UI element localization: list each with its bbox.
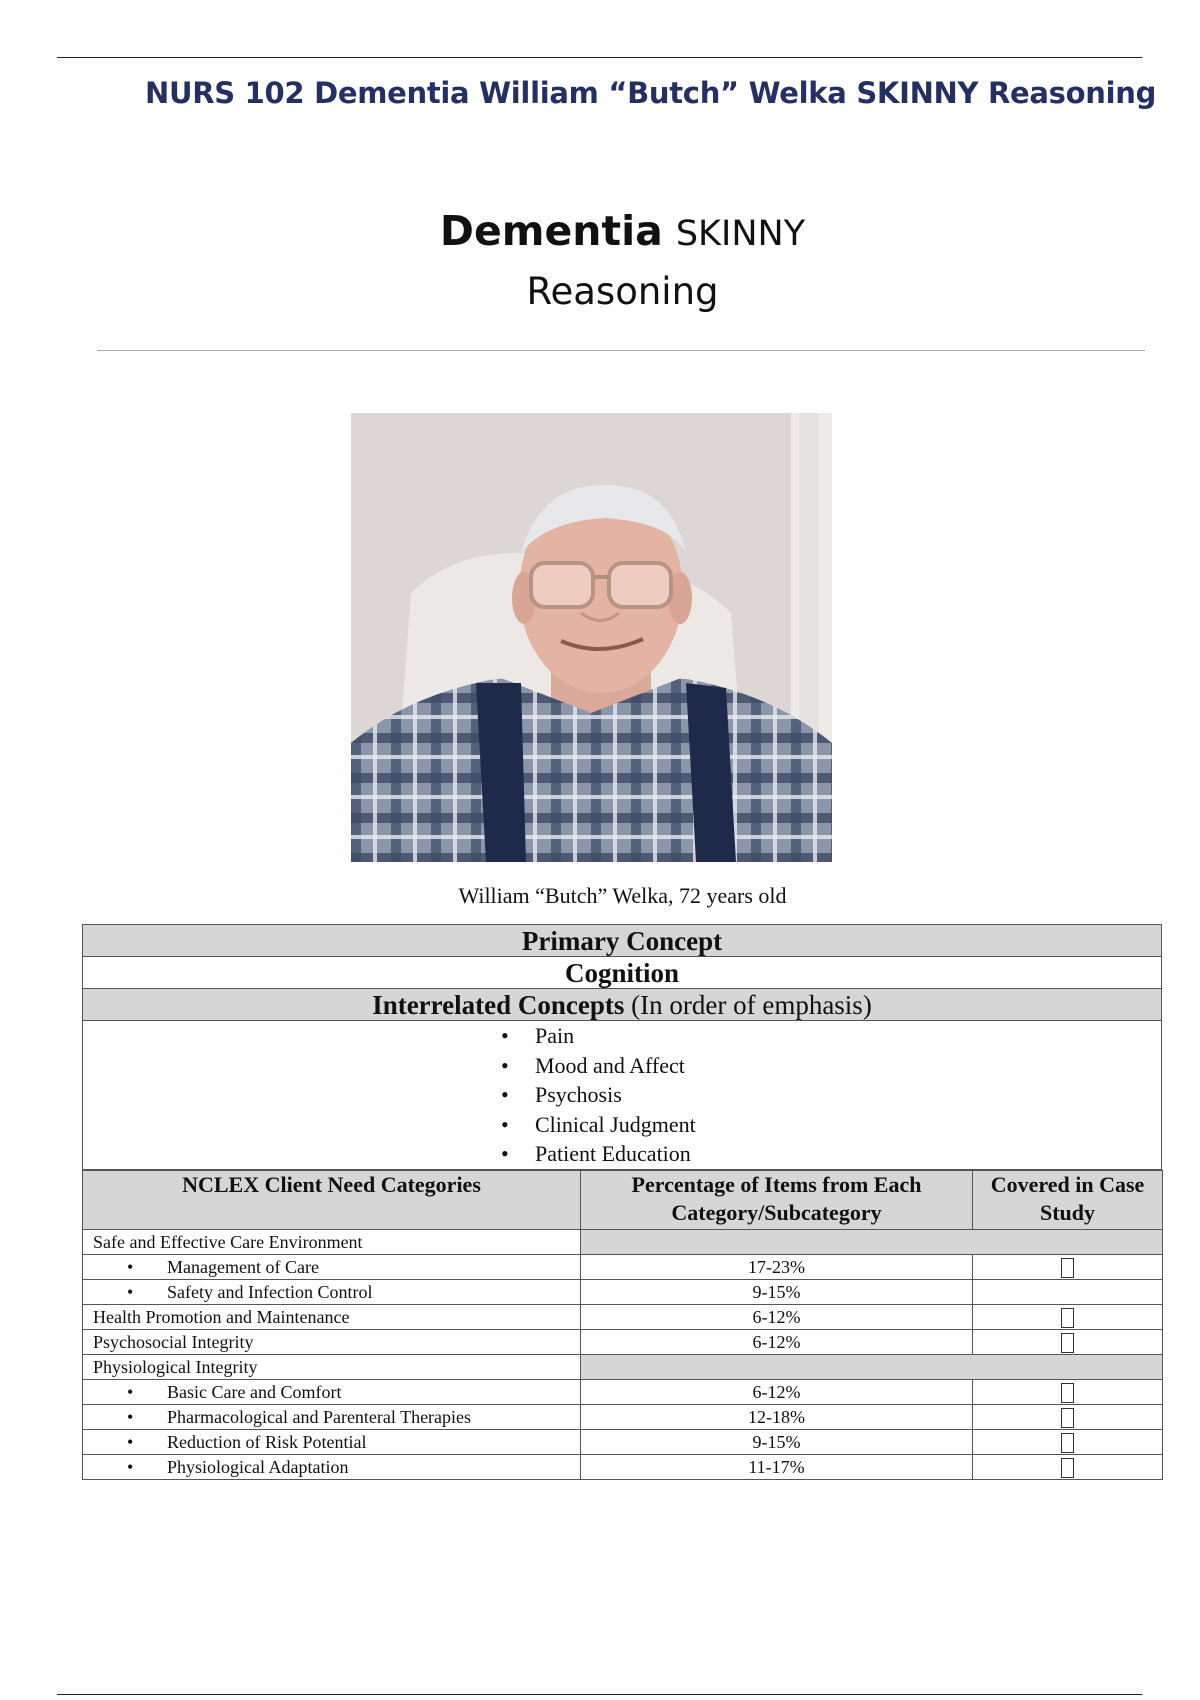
- table-row: [83, 1355, 1163, 1380]
- covered-cell: [973, 1380, 1163, 1405]
- bullet-icon: •: [127, 1257, 134, 1277]
- divider: [97, 350, 1145, 351]
- table-row: [83, 1330, 1163, 1355]
- checkbox-icon[interactable]: [1061, 1458, 1074, 1478]
- percentage-cell: 17-23%: [581, 1255, 973, 1280]
- category-cell: [83, 1430, 581, 1455]
- concepts-table: [82, 924, 1162, 1170]
- table-row: [83, 1280, 1163, 1305]
- percentage-cell: 11-17%: [581, 1455, 973, 1480]
- document-header: NURS 102 Dementia William “Butch” Welka SKINNY Reasoning: [145, 76, 1157, 110]
- percentage-cell: [581, 1355, 1163, 1380]
- checkbox-icon[interactable]: [1061, 1258, 1074, 1278]
- nclex-covered-header: Covered in Case Study: [973, 1171, 1163, 1230]
- primary-concept-label: Primary Concept: [83, 925, 1162, 957]
- category-label: Pharmacological and Parenteral Therapies: [167, 1407, 472, 1427]
- bullet-icon: •: [127, 1432, 134, 1452]
- percentage-cell: 9-15%: [581, 1280, 973, 1305]
- covered-cell: [973, 1330, 1163, 1355]
- category-cell: Safe and Effective Care Environment: [83, 1230, 581, 1255]
- top-rule: [57, 57, 1142, 58]
- category-cell: [83, 1455, 581, 1480]
- category-cell: [83, 1255, 581, 1280]
- covered-cell: [973, 1430, 1163, 1455]
- title-line-1: [0, 202, 1200, 263]
- category-cell: [83, 1380, 581, 1405]
- percentage-cell: 6-12%: [581, 1330, 973, 1355]
- nclex-category-header: NCLEX Client Need Categories: [83, 1171, 581, 1230]
- covered-cell: [973, 1305, 1163, 1330]
- category-cell: [83, 1280, 581, 1305]
- bullet-icon: •: [127, 1407, 134, 1427]
- percentage-cell: 6-12%: [581, 1380, 973, 1405]
- covered-cell: [973, 1405, 1163, 1430]
- table-row: [83, 1305, 1163, 1330]
- percentage-cell: [581, 1230, 1163, 1255]
- nclex-body: [83, 1230, 1163, 1480]
- interrelated-concepts-header: [83, 989, 1162, 1021]
- percentage-cell: 6-12%: [581, 1305, 973, 1330]
- checkbox-icon[interactable]: [1061, 1383, 1074, 1403]
- nclex-table: [82, 1170, 1163, 1480]
- bullet-icon: •: [127, 1282, 134, 1302]
- title-suffix: SKINNY: [675, 214, 806, 254]
- interrelated-concepts-header-row: [83, 989, 1162, 1021]
- table-row: [83, 1230, 1163, 1255]
- table-row: [83, 1405, 1163, 1430]
- interrelated-concepts-list: [497, 1021, 747, 1169]
- interrelated-concepts-list-row: [83, 1021, 1162, 1170]
- primary-concept-value-row: [83, 957, 1162, 989]
- list-item: • Psychosis: [497, 1080, 747, 1110]
- category-label: Physiological Adaptation: [167, 1457, 349, 1477]
- list-item: • Clinical Judgment: [497, 1110, 747, 1140]
- bullet-icon: •: [127, 1457, 134, 1477]
- bottom-rule: [57, 1694, 1142, 1695]
- table-row: [83, 1430, 1163, 1455]
- checkbox-icon[interactable]: [1061, 1433, 1074, 1453]
- covered-cell: [973, 1280, 1163, 1305]
- percentage-cell: 12-18%: [581, 1405, 973, 1430]
- bullet-icon: •: [127, 1382, 134, 1402]
- interrelated-concepts-note: (In order of emphasis): [631, 989, 872, 1020]
- category-label: Basic Care and Comfort: [167, 1382, 342, 1402]
- covered-cell: [973, 1255, 1163, 1280]
- checkbox-icon[interactable]: [1061, 1308, 1074, 1328]
- title-line-2: Reasoning: [526, 270, 719, 313]
- table-row: [83, 1255, 1163, 1280]
- list-item: • Patient Education: [497, 1139, 747, 1169]
- category-cell: Physiological Integrity: [83, 1355, 581, 1380]
- covered-cell: [973, 1455, 1163, 1480]
- table-row: [83, 1380, 1163, 1405]
- category-label: Reduction of Risk Potential: [167, 1432, 367, 1452]
- nclex-header-row: [83, 1171, 1163, 1230]
- category-cell: Psychosocial Integrity: [83, 1330, 581, 1355]
- checkbox-icon[interactable]: [1061, 1333, 1074, 1353]
- title-main: Dementia: [439, 207, 663, 255]
- category-cell: [83, 1405, 581, 1430]
- primary-concept-header-row: [83, 925, 1162, 957]
- interrelated-concepts-label: Interrelated Concepts: [372, 989, 625, 1020]
- photo-caption: William “Butch” Welka, 72 years old: [458, 883, 787, 908]
- checkbox-icon[interactable]: [1061, 1408, 1074, 1428]
- patient-photo-icon: [351, 413, 832, 862]
- page-title: [0, 202, 1200, 321]
- primary-concept-value: Cognition: [83, 957, 1162, 989]
- list-item: • Mood and Affect: [497, 1051, 747, 1081]
- interrelated-concepts-list-cell: [83, 1021, 1162, 1170]
- percentage-cell: 9-15%: [581, 1430, 973, 1455]
- category-label: Safety and Infection Control: [167, 1282, 373, 1302]
- table-row: [83, 1455, 1163, 1480]
- category-cell: Health Promotion and Maintenance: [83, 1305, 581, 1330]
- patient-photo: [351, 413, 832, 862]
- nclex-percentage-header: Percentage of Items from Each Category/Subcategory: [581, 1171, 973, 1230]
- category-label: Management of Care: [167, 1257, 319, 1277]
- list-item: • Pain: [497, 1021, 747, 1051]
